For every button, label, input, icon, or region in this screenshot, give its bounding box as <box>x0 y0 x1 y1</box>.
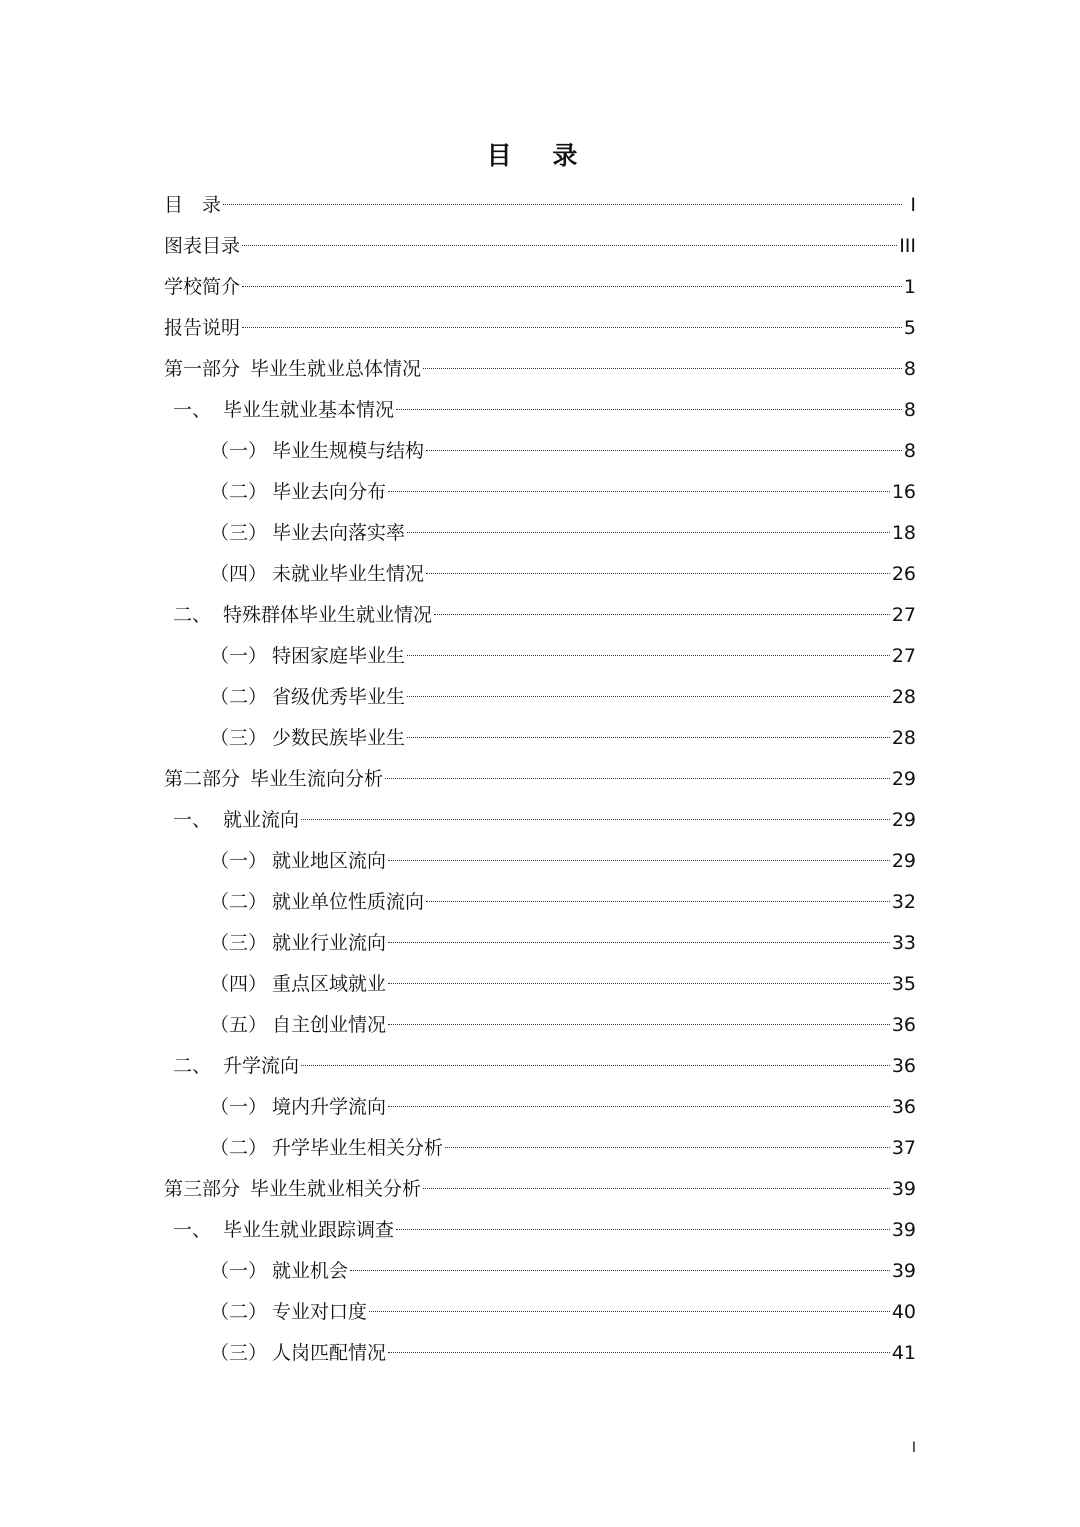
dot-leader <box>407 696 890 697</box>
toc-entry-number: （二） <box>210 481 268 503</box>
dot-leader <box>223 204 902 205</box>
toc-entry-page: 36 <box>891 1096 916 1118</box>
toc-entry-page: 28 <box>891 727 916 749</box>
dot-leader <box>388 1024 890 1025</box>
toc-entry-number: （五） <box>210 1014 268 1036</box>
toc-entry[interactable] <box>173 1046 916 1086</box>
toc-entry-title: 毕业生流向分析 <box>250 768 384 790</box>
toc-entry[interactable] <box>173 800 916 840</box>
page-number: I <box>911 1440 916 1456</box>
dot-leader <box>423 1188 890 1189</box>
dot-leader <box>396 409 902 410</box>
toc-entry[interactable] <box>164 226 916 266</box>
toc-entry[interactable] <box>210 636 916 676</box>
toc-entry-number: 第一部分 <box>164 358 241 380</box>
toc-entry-page: I <box>910 194 916 216</box>
toc-entry-title: 特困家庭毕业生 <box>272 645 406 667</box>
toc-entry-title: 目 录 <box>164 194 222 216</box>
toc-entry-page: 18 <box>891 522 916 544</box>
toc-entry-page: 8 <box>903 358 916 380</box>
dot-leader <box>385 778 890 779</box>
toc-entry-number: （四） <box>210 563 268 585</box>
toc-entry-title: 报告说明 <box>164 317 241 339</box>
toc-entry-page: 35 <box>891 973 916 995</box>
toc-entry[interactable] <box>164 185 916 225</box>
toc-entry[interactable] <box>210 1005 916 1045</box>
dot-leader <box>301 1065 890 1066</box>
toc-entry-number: （一） <box>210 1260 268 1282</box>
toc-entry-title: 境内升学流向 <box>272 1096 387 1118</box>
dot-leader <box>301 819 890 820</box>
dot-leader <box>426 450 902 451</box>
toc-entry-page: 27 <box>891 604 916 626</box>
toc-entry-page: 29 <box>891 809 916 831</box>
toc-entry-title: 自主创业情况 <box>272 1014 387 1036</box>
toc-entry-title: 学校简介 <box>164 276 241 298</box>
toc-entry-number: （二） <box>210 1301 268 1323</box>
toc-entry-number: （三） <box>210 727 268 749</box>
toc-entry-number: 第二部分 <box>164 768 241 790</box>
toc-entry-number: （一） <box>210 645 268 667</box>
toc-entry-title: 就业机会 <box>272 1260 349 1282</box>
dot-leader <box>445 1147 890 1148</box>
dot-leader <box>242 327 902 328</box>
toc-entry-number: （二） <box>210 686 268 708</box>
toc-entry[interactable] <box>210 513 916 553</box>
dot-leader <box>407 737 890 738</box>
dot-leader <box>388 860 890 861</box>
toc-entry-page: 1 <box>903 276 916 298</box>
toc-entry-number: 二、 <box>173 1055 212 1077</box>
toc-entry[interactable] <box>210 1128 916 1168</box>
toc-entry-title: 毕业去向分布 <box>272 481 387 503</box>
toc-entry[interactable] <box>173 1210 916 1250</box>
toc-entry-title: 毕业去向落实率 <box>272 522 406 544</box>
toc-entry[interactable] <box>210 841 916 881</box>
toc-entry-number: （一） <box>210 850 268 872</box>
toc-entry-title: 未就业毕业生情况 <box>272 563 425 585</box>
toc-entry[interactable] <box>210 882 916 922</box>
toc-entry-title: 特殊群体毕业生就业情况 <box>223 604 433 626</box>
toc-entry-page: 29 <box>891 850 916 872</box>
toc-entry-page: 33 <box>891 932 916 954</box>
dot-leader <box>242 245 897 246</box>
toc-entry-number: （二） <box>210 1137 268 1159</box>
dot-leader <box>388 983 890 984</box>
toc-entry-title: 升学毕业生相关分析 <box>272 1137 444 1159</box>
toc-entry-page: 28 <box>891 686 916 708</box>
toc-entry-page: 8 <box>903 440 916 462</box>
toc-entry-page: 39 <box>891 1178 916 1200</box>
toc-entry[interactable] <box>164 349 916 389</box>
toc-entry-number: （二） <box>210 891 268 913</box>
toc-entry-number: 二、 <box>173 604 212 626</box>
toc-entry-page: 39 <box>891 1260 916 1282</box>
toc-entry-number: （三） <box>210 1342 268 1364</box>
dot-leader <box>407 532 890 533</box>
toc-entry-page: 39 <box>891 1219 916 1241</box>
dot-leader <box>426 573 890 574</box>
toc-entry-page: 41 <box>891 1342 916 1364</box>
toc-entry-page: 40 <box>891 1301 916 1323</box>
toc-entry-page: 27 <box>891 645 916 667</box>
toc-entry-title: 就业流向 <box>223 809 300 831</box>
toc-entry[interactable] <box>210 964 916 1004</box>
toc-entry-page: III <box>899 235 916 257</box>
toc-entry-title: 重点区域就业 <box>272 973 387 995</box>
dot-leader <box>407 655 890 656</box>
toc-entry-title: 图表目录 <box>164 235 241 257</box>
dot-leader <box>396 1229 890 1230</box>
toc-entry[interactable] <box>210 677 916 717</box>
toc-entry-title: 就业地区流向 <box>272 850 387 872</box>
toc-entry[interactable] <box>210 1292 916 1332</box>
toc-entry[interactable] <box>210 923 916 963</box>
toc-entry-title: 人岗匹配情况 <box>272 1342 387 1364</box>
toc-entry-title: 省级优秀毕业生 <box>272 686 406 708</box>
toc-entry-number: 第三部分 <box>164 1178 241 1200</box>
toc-entry[interactable] <box>210 431 916 471</box>
toc-entry-title: 毕业生规模与结构 <box>272 440 425 462</box>
toc-entry-page: 32 <box>891 891 916 913</box>
toc-entry-page: 16 <box>891 481 916 503</box>
toc-entry[interactable] <box>210 554 916 594</box>
toc-entry-number: （一） <box>210 1096 268 1118</box>
toc-entry-title: 就业行业流向 <box>272 932 387 954</box>
toc-entry-title: 就业单位性质流向 <box>272 891 425 913</box>
toc-entry[interactable] <box>210 1251 916 1291</box>
toc-entry-page: 37 <box>891 1137 916 1159</box>
toc-entry[interactable] <box>210 1087 916 1127</box>
toc-entry-page: 36 <box>891 1055 916 1077</box>
page-title: 目 录 <box>486 141 594 170</box>
dot-leader <box>369 1311 890 1312</box>
toc-entry[interactable] <box>173 595 916 635</box>
toc-entry[interactable] <box>164 1169 916 1209</box>
toc-entry-title: 毕业生就业跟踪调查 <box>223 1219 395 1241</box>
toc-entry-title: 少数民族毕业生 <box>272 727 406 749</box>
toc-entry[interactable] <box>210 1333 916 1373</box>
dot-leader <box>388 491 890 492</box>
toc-entry[interactable] <box>164 267 916 307</box>
dot-leader <box>388 942 890 943</box>
toc-entry-number: （三） <box>210 522 268 544</box>
toc-entry[interactable] <box>164 308 916 348</box>
dot-leader <box>388 1106 890 1107</box>
toc-entry[interactable] <box>164 759 916 799</box>
toc-entry-number: （三） <box>210 932 268 954</box>
toc-entry-page: 29 <box>891 768 916 790</box>
dot-leader <box>242 286 902 287</box>
toc-entry[interactable] <box>210 718 916 758</box>
toc-entry-title: 专业对口度 <box>272 1301 368 1323</box>
toc-entry-title: 毕业生就业基本情况 <box>223 399 395 421</box>
dot-leader <box>434 614 890 615</box>
toc-entry-page: 8 <box>903 399 916 421</box>
toc-entry-title: 毕业生就业相关分析 <box>250 1178 422 1200</box>
toc-entry-number: （四） <box>210 973 268 995</box>
toc-entry[interactable] <box>210 472 916 512</box>
toc-entry-page: 36 <box>891 1014 916 1036</box>
toc-entry-page: 5 <box>903 317 916 339</box>
dot-leader <box>388 1352 890 1353</box>
toc-entry-page: 26 <box>891 563 916 585</box>
toc-entry-number: 一、 <box>173 1219 212 1241</box>
dot-leader <box>426 901 890 902</box>
toc-entry-title: 升学流向 <box>223 1055 300 1077</box>
toc-entry-number: （一） <box>210 440 268 462</box>
toc-entry-number: 一、 <box>173 809 212 831</box>
toc-entry-number: 一、 <box>173 399 212 421</box>
dot-leader <box>423 368 902 369</box>
dot-leader <box>350 1270 890 1271</box>
toc-entry[interactable] <box>173 390 916 430</box>
toc-entry-title: 毕业生就业总体情况 <box>250 358 422 380</box>
